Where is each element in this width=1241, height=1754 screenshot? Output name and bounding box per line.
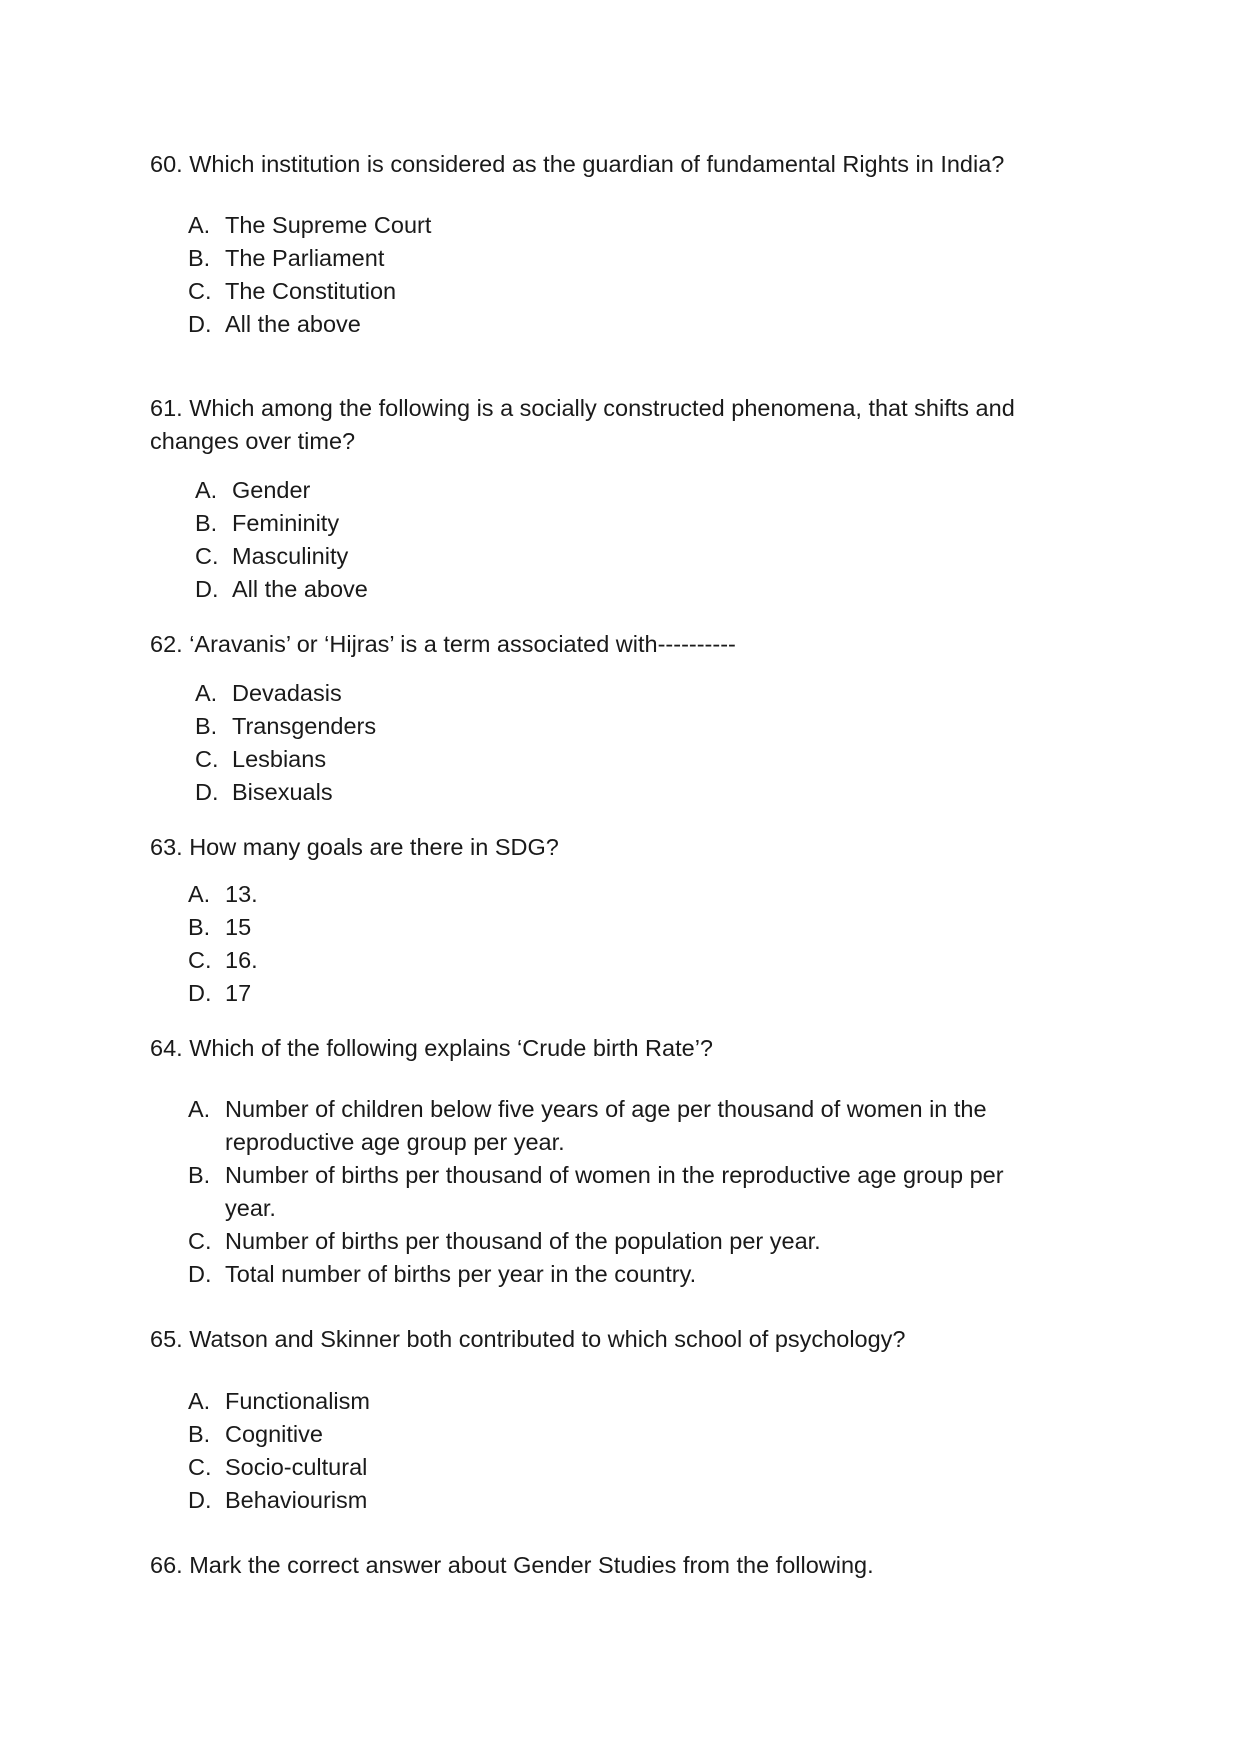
option-b: B. 15 <box>188 914 252 940</box>
option-a: A. 13. <box>188 881 258 907</box>
option-d: D. 17 <box>188 980 252 1006</box>
question-text-line-1: 61. Which among the following is a socially constructed phenomena, that shifts and <box>150 395 1015 421</box>
question-text: 64. Which of the following explains ‘Crude birth Rate’? <box>150 1035 713 1061</box>
option-d: D. Total number of births per year in the country. <box>188 1261 697 1287</box>
question-text: 63. How many goals are there in SDG? <box>150 834 559 860</box>
option-b-line-2: year. <box>225 1195 276 1221</box>
option-b: B. The Parliament <box>188 245 385 271</box>
question-64-options <box>188 1093 1088 1291</box>
option-b-line-1: Number of births per thousand of women in the reproductive age group per <box>225 1162 1004 1188</box>
option-d: D. All the above <box>195 576 368 602</box>
question-text: 66. Mark the correct answer about Gender Studies from the following. <box>150 1552 874 1578</box>
question-65-options <box>188 1385 1128 1517</box>
option-d: D. All the above <box>188 311 361 337</box>
option-a: A. The Supreme Court <box>188 212 432 238</box>
option-d: D. Behaviourism <box>188 1487 368 1513</box>
question-text: 60. Which institution is considered as the guardian of fundamental Rights in India? <box>150 151 1005 177</box>
option-c: C. Socio-cultural <box>188 1454 368 1480</box>
option-b: B. Cognitive <box>188 1421 323 1447</box>
option-a-line-2: reproductive age group per year. <box>225 1129 565 1155</box>
question-66 <box>150 1549 1090 1582</box>
question-61-options <box>195 474 1135 606</box>
option-c: C. 16. <box>188 947 258 973</box>
option-a: A. Functionalism <box>188 1388 370 1414</box>
option-b: B. Number of births per thousand of women in the reproductive age group per year. <box>188 1159 1088 1225</box>
option-a: A. Number of children below five years of age per thousand of women in the reproductive age group per year. <box>188 1093 1088 1159</box>
option-a: A. Gender <box>195 477 311 503</box>
question-62 <box>150 628 1090 661</box>
option-a-line-1: Number of children below five years of age per thousand of women in the <box>225 1096 987 1122</box>
question-62-options <box>195 677 1135 809</box>
option-b: B. Transgenders <box>195 713 377 739</box>
option-b: B. Femininity <box>195 510 340 536</box>
option-c: C. Lesbians <box>195 746 327 772</box>
question-text: 62. ‘Aravanis’ or ‘Hijras’ is a term associated with---------- <box>150 631 736 657</box>
option-a: A. Devadasis <box>195 680 342 706</box>
question-60-options <box>188 209 1128 341</box>
option-c: C. The Constitution <box>188 278 397 304</box>
question-60 <box>150 148 1090 181</box>
question-61 <box>150 392 1090 458</box>
question-65 <box>150 1323 1090 1356</box>
option-c: C. Masculinity <box>195 543 349 569</box>
question-text: 65. Watson and Skinner both contributed to which school of psychology? <box>150 1326 906 1352</box>
question-63 <box>150 831 1090 864</box>
question-63-options <box>188 878 1128 1010</box>
question-64 <box>150 1032 1090 1065</box>
option-d: D. Bisexuals <box>195 779 333 805</box>
option-c: C. Number of births per thousand of the population per year. <box>188 1228 821 1254</box>
question-text-line-2: changes over time? <box>150 428 356 454</box>
